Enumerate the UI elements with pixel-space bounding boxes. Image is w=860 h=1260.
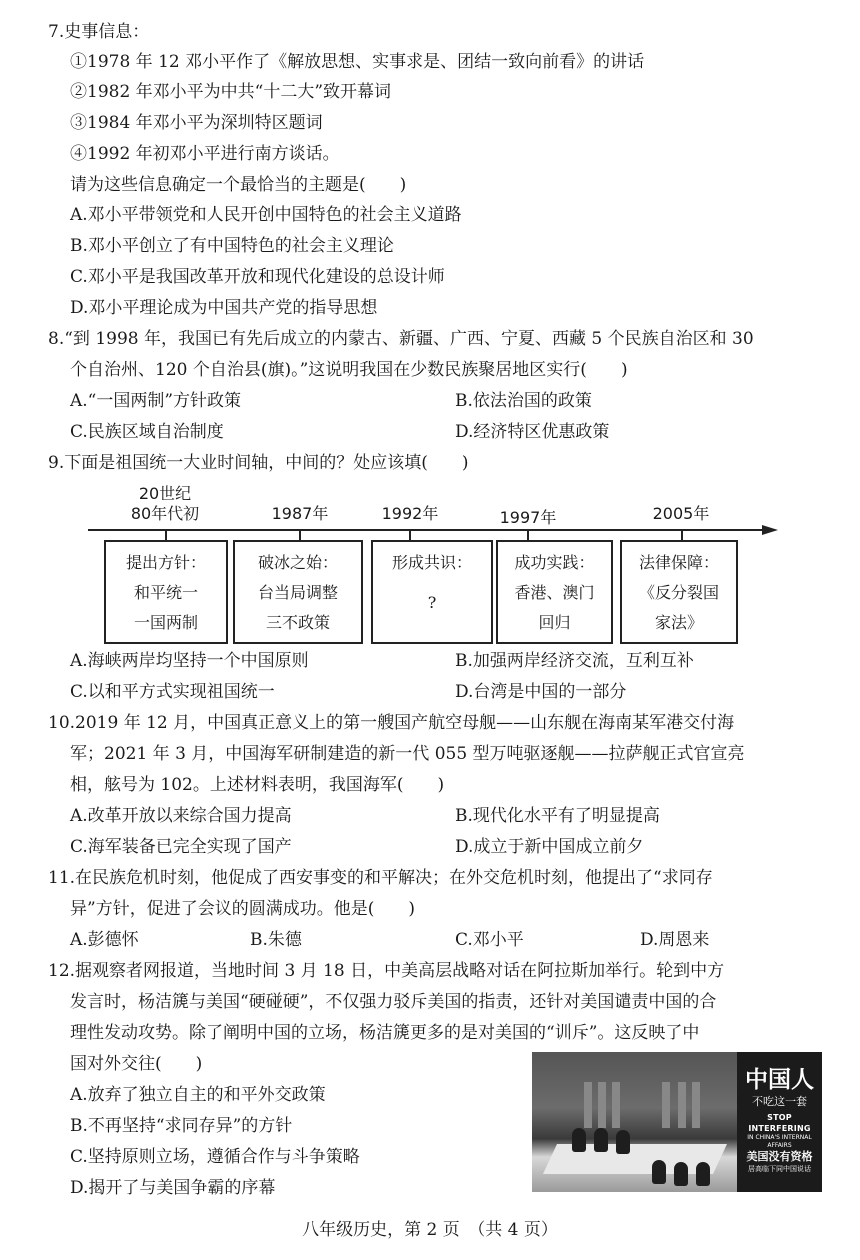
timeline-box-3-blank: ? [427,593,437,612]
timeline-box-5 [620,540,738,644]
photo-title: 中国人 [745,1067,814,1093]
q11-option-b: B.朱德 [250,930,302,950]
timeline-box-1-line-3: 一国两制 [133,613,198,632]
q10-stem-line-3: 相，舷号为 102。上述材料表明，我国海军( ) [70,775,445,795]
photo-subtitle: 不吃这一套 [752,1095,807,1108]
timeline-year-4: 1997年 [499,508,557,527]
q11-stem-line-2: 异”方针，促进了会议的圆满成功。他是( ) [70,899,415,919]
q10-option-c: C.海军装备已完全实现了国产 [70,837,292,857]
q10-stem-line-2: 军；2021 年 3 月，中国海军研制建造的新一代 055 型万吨驱逐舰——拉萨舰正式官宣亮 [70,744,745,764]
q9-stem: 9.下面是祖国统一大业时间轴，中间的？处应该填( ) [48,453,469,473]
timeline-box-2-line-2: 台当局调整 [257,583,338,602]
q8-option-b: B.依法治国的政策 [455,391,592,411]
q9-option-b: B.加强两岸经济交流，互利互补 [455,651,694,671]
q8-option-c: C.民族区域自治制度 [70,422,224,442]
q11-option-c: C.邓小平 [455,930,524,950]
timeline-box-2-line-3: 三不政策 [265,613,330,632]
q8-stem-line-1: 8.“到 1998 年，我国已有先后成立的内蒙古、新疆、广西、宁夏、西藏 5 个民族自治区和 30 [48,329,754,349]
timeline-box-5-line-1: 法律保障： [638,553,719,572]
q12-stem-line-4: 国对外交往( ) [70,1054,203,1074]
q10-option-b: B.现代化水平有了明显提高 [455,806,660,826]
page-footer: 八年级历史，第 2 页 （共 4 页） [302,1220,558,1240]
timeline-box-5-line-2: 《反分裂国 [638,583,719,602]
timeline-box-4-line-3: 回归 [538,613,571,632]
q9-option-a: A.海峡两岸均坚持一个中国原则 [70,651,309,671]
q12-stem-line-2: 发言时，杨洁篪与美国“硬碰硬”，不仅强力驳斥美国的指责，还针对美国谴责中国的合 [70,992,717,1012]
timeline-year-2: 1987年 [271,504,329,523]
q11-stem-line-1: 11.在民族危机时刻，他促成了西安事变的和平解决；在外交危机时刻，他提出了“求同存 [48,868,713,888]
meeting-scene-image [532,1052,737,1192]
q12-option-c: C.坚持原则立场，遵循合作与斗争策略 [70,1147,360,1167]
q10-option-d: D.成立于新中国成立前夕 [455,837,644,857]
q12-option-d: D.揭开了与美国争霸的序幕 [70,1178,276,1198]
timeline-box-4-line-1: 成功实践： [514,553,595,572]
q12-option-b: B.不再坚持“求同存异”的方针 [70,1116,293,1136]
q12-stem-line-3: 理性发动攻势。除了阐明中国的立场，杨洁篪更多的是对美国的“训斥”。这反映了中 [70,1023,700,1043]
q7-option-d: D.邓小平理论成为中国共产党的指导思想 [70,298,378,318]
q7-prompt: 请为这些信息确定一个最恰当的主题是( ) [70,175,407,195]
q7-item-1: ①1978 年 12 邓小平作了《解放思想、实事求是、团结一致向前看》的讲话 [70,52,645,72]
q8-stem-line-2: 个自治州、120 个自治县(旗)。”这说明我国在少数民族聚居地区实行( ) [70,360,628,380]
q11-option-a: A.彭德怀 [70,930,139,950]
timeline-box-2 [233,540,363,644]
q10-option-a: A.改革开放以来综合国力提高 [70,806,292,826]
timeline-year-1-line2: 80年代初 [130,504,200,523]
photo-caption-panel [737,1052,822,1192]
photo-stop-subtext: IN CHINA'S INTERNAL AFFAIRS [747,1134,812,1149]
q7-stem: 7.史事信息： [48,22,150,42]
q9-option-c: C.以和平方式实现祖国统一 [70,682,275,702]
timeline-box-3 [371,540,493,644]
q7-item-3: ③1984 年邓小平为深圳特区题词 [70,113,323,133]
photo-stop-text: STOP INTERFERING [748,1113,811,1133]
q8-option-a: A.“一国两制”方针政策 [70,391,242,411]
q12-news-photo [532,1052,822,1192]
q9-option-d: D.台湾是中国的一部分 [455,682,627,702]
q7-option-c: C.邓小平是我国改革开放和现代化建设的总设计师 [70,267,445,287]
timeline-year-5: 2005年 [652,504,710,523]
q7-option-a: A.邓小平带领党和人民开创中国特色的社会主义道路 [70,205,462,225]
photo-cn-small: 居高临下同中国说话 [748,1165,811,1173]
timeline-box-4-line-2: 香港、澳门 [514,583,595,602]
q12-stem-line-1: 12.据观察者网报道，当地时间 3 月 18 日，中美高层战略对话在阿拉斯加举行。轮到中方 [48,961,725,981]
timeline-year-3: 1992年 [381,504,439,523]
timeline-year-1-line1: 20世纪 [138,484,192,503]
photo-cn-line: 美国没有资格 [746,1150,813,1163]
timeline-box-1 [104,540,228,644]
timeline-box-1-line-2: 和平统一 [133,583,198,602]
q11-option-d: D.周恩来 [640,930,710,950]
timeline-box-1-line-1: 提出方针： [125,553,206,572]
q8-option-d: D.经济特区优惠政策 [455,422,610,442]
timeline-box-5-line-3: 家法》 [654,613,703,632]
timeline-year-1 [110,484,220,524]
q7-option-b: B.邓小平创立了有中国特色的社会主义理论 [70,236,394,256]
timeline-box-2-line-1: 破冰之始： [257,553,338,572]
q10-stem-line-1: 10.2019 年 12 月，中国真正意义上的第一艘国产航空母舰——山东舰在海南某军港交付海 [48,713,735,733]
q7-item-2: ②1982 年邓小平为中共“十二大”致开幕词 [70,82,392,102]
q12-option-a: A.放弃了独立自主的和平外交政策 [70,1085,326,1105]
q7-item-4: ④1992 年初邓小平进行南方谈话。 [70,144,340,164]
timeline-box-3-line-1: 形成共识： [391,553,472,572]
timeline-box-4 [496,540,613,644]
timeline-box-3-line-2 [377,578,487,588]
